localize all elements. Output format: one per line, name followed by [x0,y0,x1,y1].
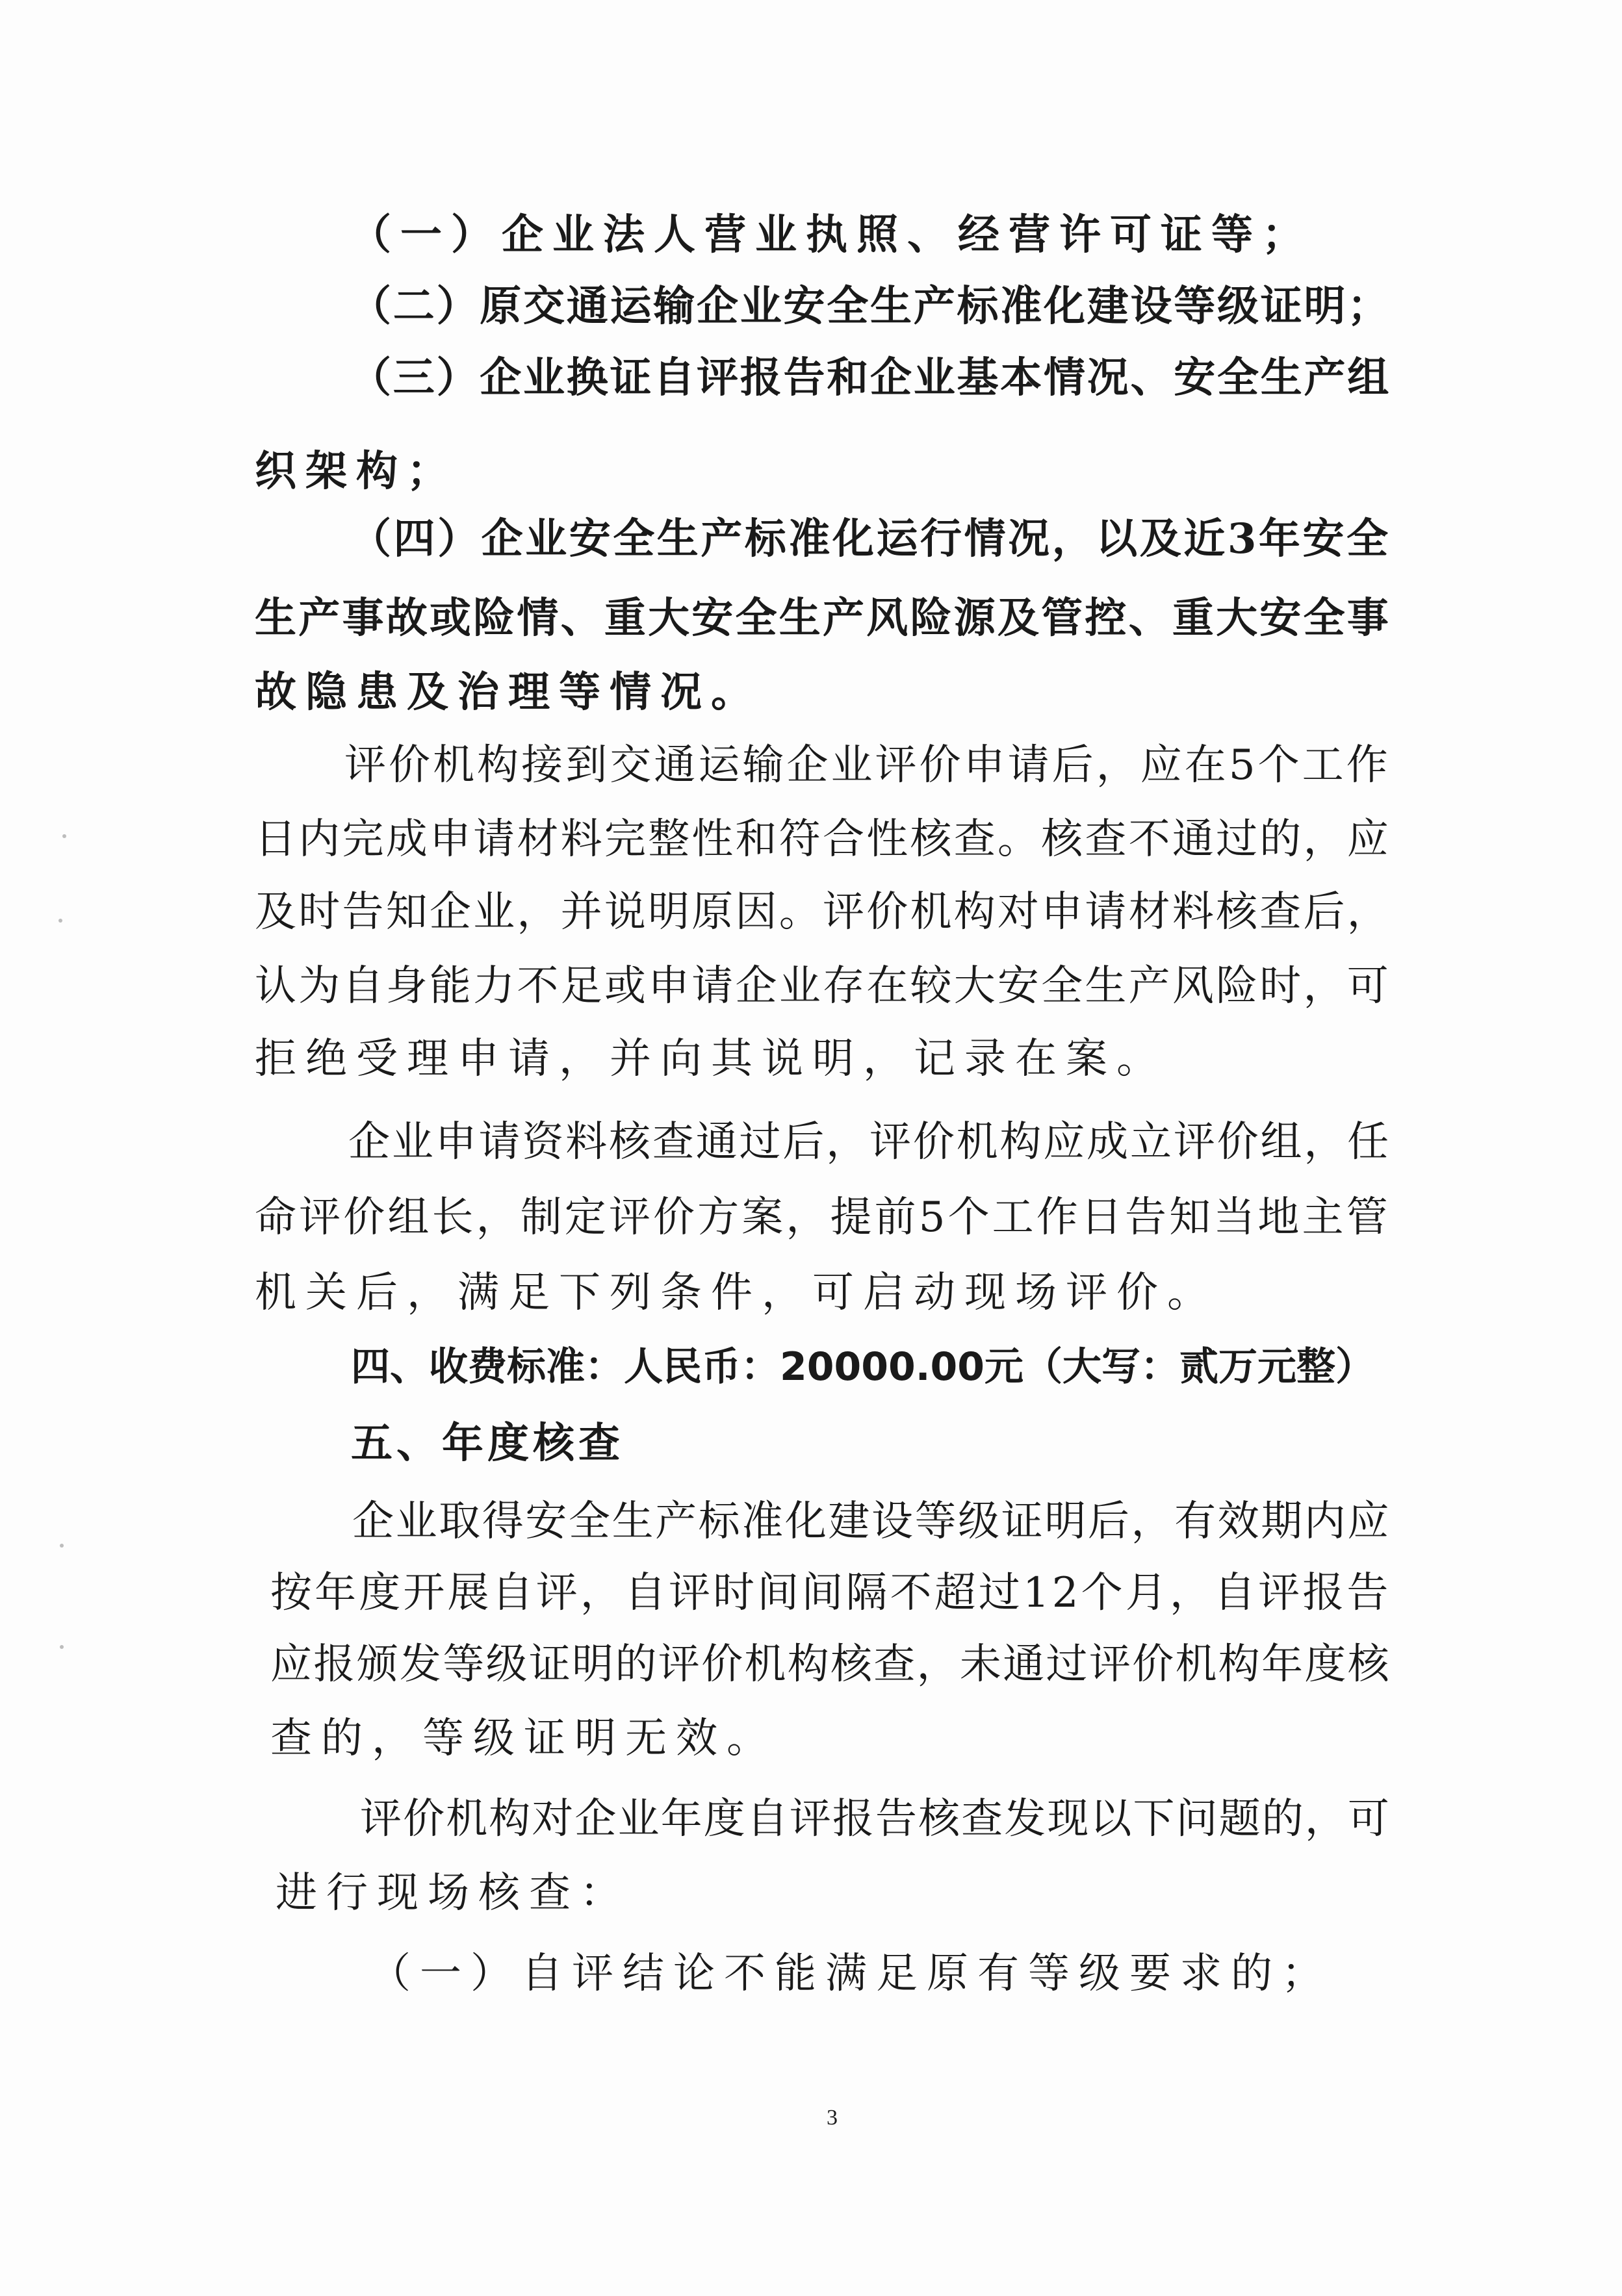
text-line: 企业取得安全生产标准化建设等级证明后，有效期内应 [352,1498,1391,1546]
text-line: （四）企业安全生产标准化运行情况，以及近3年安全 [350,515,1391,563]
text-line: 日内完成申请材料完整性和符合性核查。核查不通过的，应 [255,815,1391,863]
text-line: 生产事故或险情、重大安全生产风险源及管控、重大安全事 [255,594,1391,643]
text-line: 机关后，满足下列条件，可启动现场评价。 [255,1269,1218,1317]
text-line: 按年度开展自评，自评时间间隔不超过12个月，自评报告 [270,1569,1391,1617]
section-heading: 五、年度核查 [351,1420,624,1468]
scan-speck [62,834,66,838]
text-line: 应报颁发等级证明的评价机构核查，未通过评价机构年度核 [270,1640,1391,1689]
text-line: （二）原交通运输企业安全生产标准化建设等级证明； [350,282,1391,331]
fee-heading: 四、收费标准：人民币：20000.00元（大写：贰万元整） [351,1344,1375,1390]
text-line: 评价机构对企业年度自评报告核查发现以下问题的，可 [360,1795,1391,1843]
text-line: 认为自身能力不足或申请企业存在较大安全生产风险时，可 [255,962,1391,1010]
text-line: 企业申请资料核查通过后，评价机构应成立评价组，任 [348,1118,1391,1166]
text-line: （一）企业法人营业执照、经营许可证等； [350,210,1313,259]
scan-speck [60,1645,64,1649]
text-line: 评价机构接到交通运输企业评价申请后，应在5个工作 [344,741,1391,789]
text-line: 故隐患及治理等情况。 [255,668,762,717]
text-line: 织架构； [255,447,457,496]
text-line: 查的，等级证明无效。 [270,1715,777,1763]
scan-speck [58,919,62,923]
text-line: 及时告知企业，并说明原因。评价机构对申请材料核查后， [255,888,1391,936]
scan-speck [60,1544,64,1548]
page-number: 3 [827,2106,838,2130]
text-line: 进行现场核查： [276,1869,630,1917]
text-line: 拒绝受理申请，并向其说明，记录在案。 [255,1035,1167,1083]
text-line: （三）企业换证自评报告和企业基本情况、安全生产组 [350,353,1391,402]
text-line: 命评价组长，制定评价方案，提前5个工作日告知当地主管 [255,1193,1391,1242]
text-line: （一）自评结论不能满足原有等级要求的； [369,1950,1332,1998]
